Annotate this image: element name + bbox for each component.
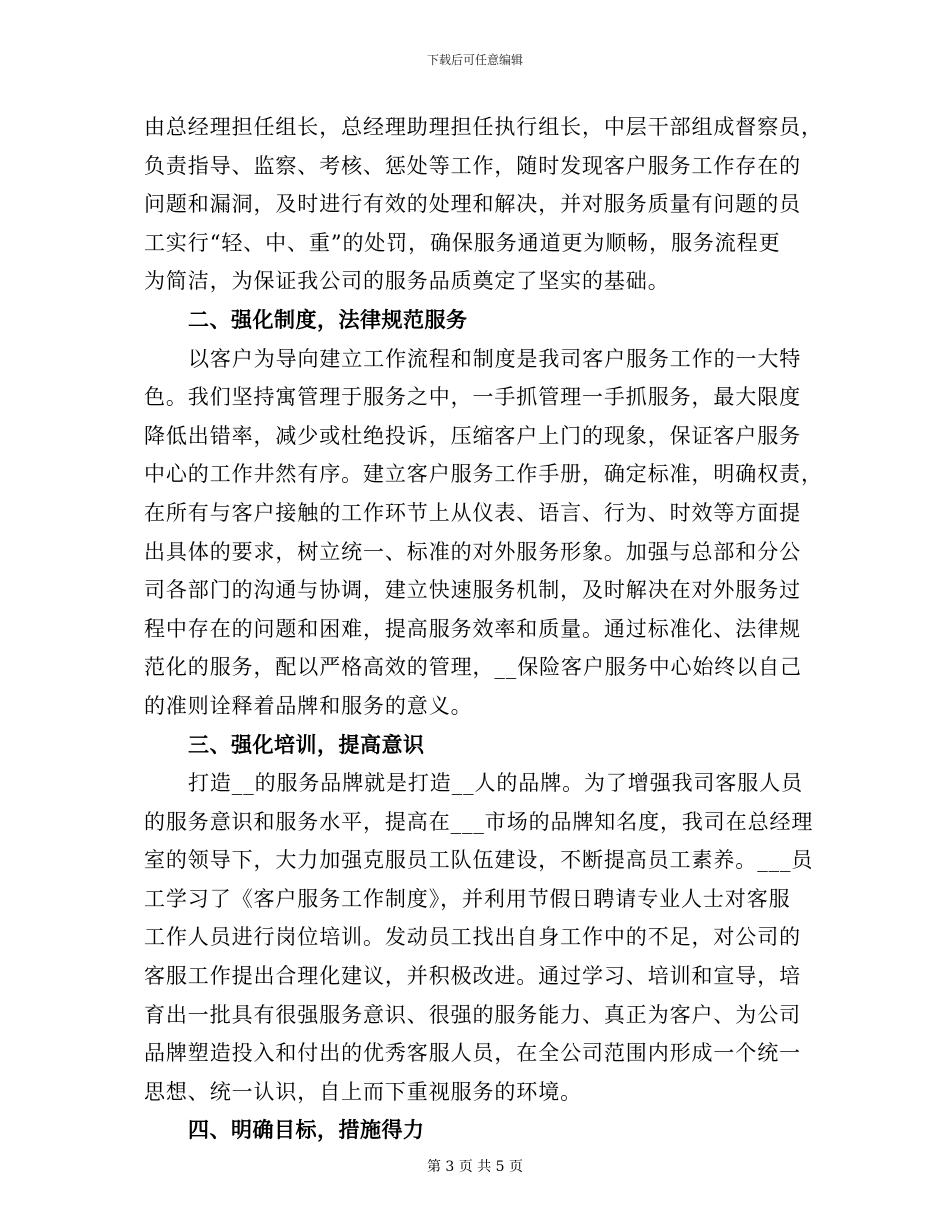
paragraph-line: 品牌塑造投入和付出的优秀客服人员，在全公司范围内形成一个统一	[144, 1041, 801, 1066]
paragraph-line: 范化的服务，配以严格高效的管理，__保险客户服务中心始终以自己	[144, 655, 802, 680]
paragraph-line: 色。我们坚持寓管理于服务之中，一手抓管理一手抓服务，最大限度	[144, 385, 801, 410]
paragraph-line: 为简洁，为保证我公司的服务品质奠定了坚实的基础。	[144, 269, 670, 294]
paragraph-line: 以客户为导向建立工作流程和制度是我司客户服务工作的一大特	[188, 346, 802, 371]
paragraph-line: 出具体的要求，树立统一、标准的对外服务形象。加强与总部和分公	[144, 539, 801, 564]
paragraph-line: 工实行“轻、中、重”的处罚，确保服务通道更为顺畅，服务流程更	[144, 230, 781, 255]
paragraph-line: 打造__的服务品牌就是打造__人的品牌。为了增强我司客服人员	[188, 771, 803, 796]
paragraph-line: 的准则诠释着品牌和服务的意义。	[144, 693, 473, 718]
paragraph-line: 室的领导下，大力加强克服员工队伍建设，不断提高员工素养。___员	[144, 848, 814, 873]
document-body	[144, 108, 823, 1150]
paragraph-line: 思想、统一认识，自上而下重视服务的环境。	[144, 1079, 582, 1104]
paragraph-line: 由总经理担任组长，总经理助理担任执行组长，中层干部组成督察员，	[144, 115, 823, 139]
page-number: 第 3 页 共 5 页	[426, 1159, 524, 1175]
paragraph-line: 程中存在的问题和困难，提高服务效率和质量。通过标准化、法律规	[144, 616, 801, 641]
paragraph-line: 中心的工作井然有序。建立客户服务工作手册，确定标准，明确权责，	[144, 462, 823, 487]
paragraph-line: 问题和漏洞，及时进行有效的处理和解决，并对服务质量有问题的员	[144, 192, 801, 217]
section-heading: 二、强化制度，法律规范服务	[188, 306, 468, 332]
paragraph-line: 负责指导、监察、考核、惩处等工作，随时发现客户服务工作存在的	[144, 153, 801, 178]
paragraph-line: 育出一批具有很强服务意识、很强的服务能力、真正为客户、为公司	[144, 1002, 801, 1027]
paragraph-line: 的服务意识和服务水平，提高在___市场的品牌知名度，我司在总经理	[144, 809, 814, 834]
section-heading: 四、明确目标，措施得力	[188, 1117, 425, 1143]
paragraph-line: 工作人员进行岗位培训。发动员工找出自身工作中的不足，对公司的	[144, 925, 801, 950]
paragraph-line: 在所有与客户接触的工作环节上从仪表、语言、行为、时效等方面提	[144, 500, 801, 525]
paragraph-line: 工学习了《客户服务工作制度》，并利用节假日聘请专业人士对客服	[144, 886, 791, 911]
section-heading: 三、强化培训，提高意识	[188, 731, 425, 757]
paragraph-line: 司各部门的沟通与协调，建立快速服务机制，及时解决在对外服务过	[144, 578, 801, 603]
paragraph-line: 客服工作提出合理化建议，并积极改进。通过学习、培训和宣导，培	[144, 964, 801, 989]
paragraph-line: 降低出错率，减少或杜绝投诉，压缩客户上门的现象，保证客户服务	[144, 423, 801, 448]
page-header: 下载后可任意编辑	[426, 53, 523, 67]
